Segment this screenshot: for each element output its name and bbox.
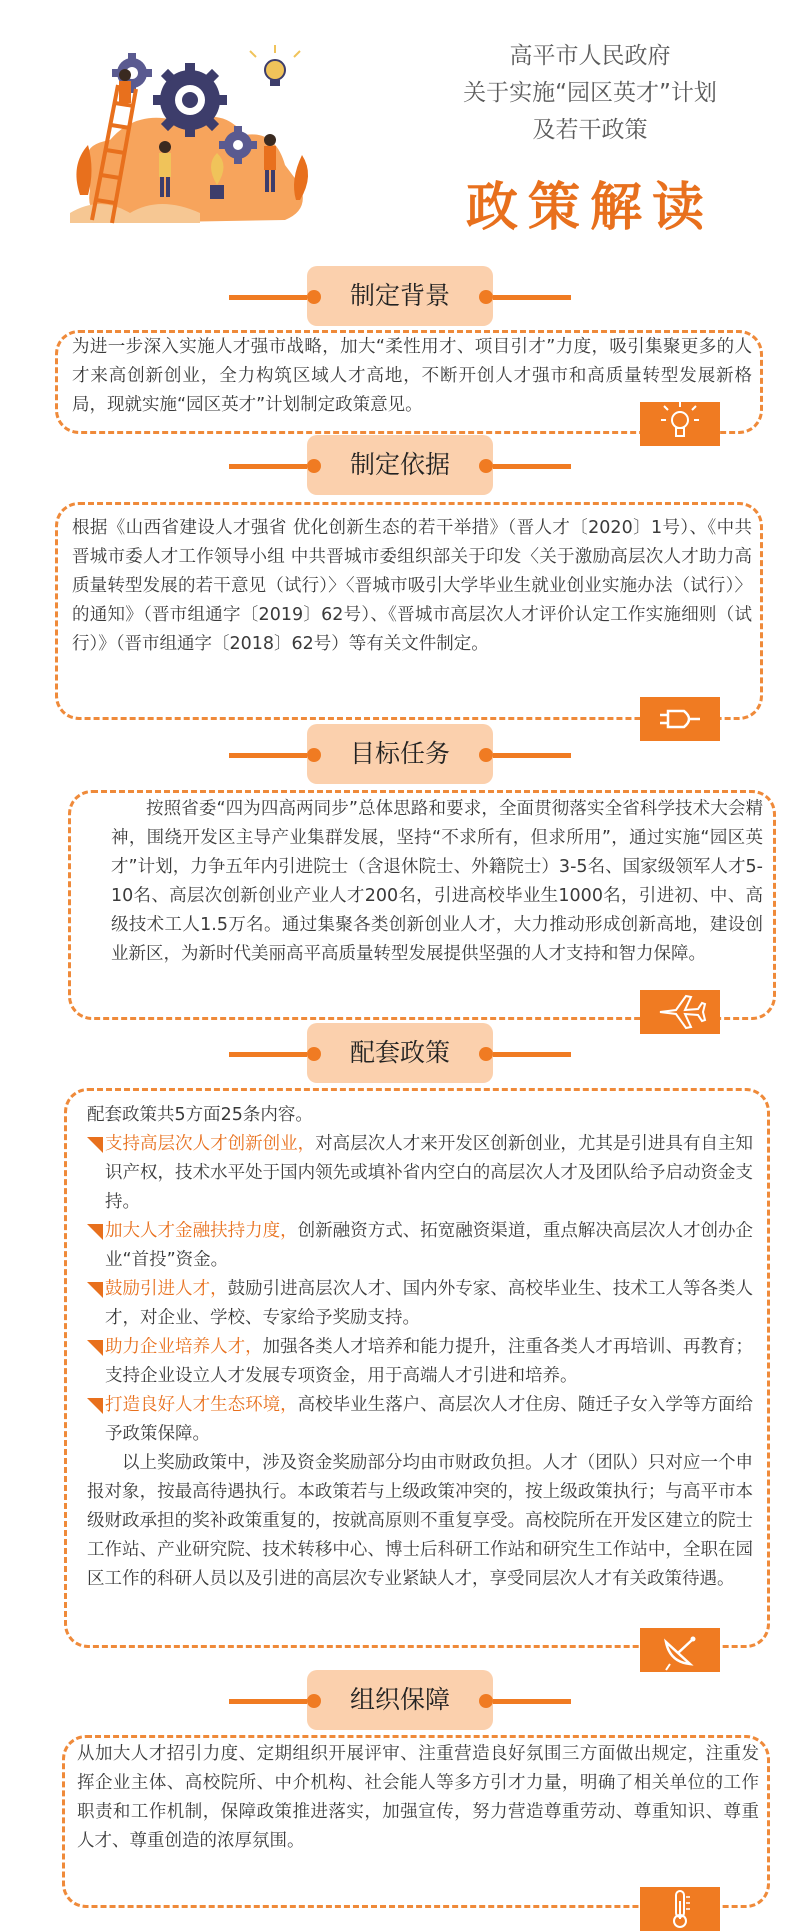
section-title: 组织保障 <box>349 1685 450 1714</box>
section-title: 目标任务 <box>349 739 450 768</box>
government-title <box>400 38 780 149</box>
section-header-goals <box>0 724 800 784</box>
policies-closing: 以上奖励政策中，涉及资金奖励部分均由市财政负担。人才（团队）只对应一个申报对象，按最高待遇执行。本政策若与上级政策冲突的，按上级政策执行；与高平市本级财政承担的奖补政策重复的，按就高原则不重复享受。高校院所在开发区建立的院士工作站、产业研究院、技术转移中心、博士后科研工作站和研究生工作站中，全职在园区工作的科研人员以及引进的高层次专业紧缺人才，享受同层次人才有关政策待遇。 <box>87 1453 753 1589</box>
policy-item-text: 高校毕业生落户、高层次人才住房、随迁子女入学等方面给予政策保障。 <box>105 1395 754 1444</box>
policy-item-5 <box>87 1391 753 1449</box>
guarantee-text: 从加大人才招引力度、定期组织开展评审、注重营造良好氛围三方面做出规定，注重发挥企业主体、高校院所、中介机构、社会能人等多方引才力量，明确了相关单位的工作职责和工作机制，保障政策推进落实，加强宣传，努力营造尊重劳动、尊重知识、尊重人才、尊重创造的浓厚氛围。 <box>77 1744 759 1851</box>
thermometer-icon <box>640 1887 720 1931</box>
policy-item-head: 助力企业培养人才， <box>105 1337 263 1357</box>
triangle-bullet-icon <box>87 1137 103 1153</box>
triangle-bullet-icon <box>87 1340 103 1356</box>
policy-item-head: 支持高层次人才创新创业， <box>105 1134 316 1154</box>
background-text: 为进一步深入实施人才强市战略，加大“柔性用才、项目引才”力度，吸引集聚更多的人才来高创新创业，全力构筑区域人才高地，不断开创人才强市和高质量转型发展新格局，现就实施“园区英才”计划制定政策意见。 <box>72 337 752 415</box>
title-line-1: 高平市人民政府 <box>509 43 671 69</box>
title-line-2: 关于实施“园区英才”计划 <box>463 80 717 106</box>
hero-illustration <box>70 45 320 230</box>
section-header-background <box>0 266 800 326</box>
triangle-bullet-icon <box>87 1398 103 1414</box>
triangle-bullet-icon <box>87 1224 103 1240</box>
section-title: 配套政策 <box>349 1038 450 1067</box>
guarantee-box <box>62 1735 770 1908</box>
policy-item-4 <box>87 1333 753 1391</box>
goals-text: 按照省委“四为四高两同步”总体思路和要求，全面贯彻落实全省科学技术大会精神，围绕开发区主导产业集群发展，坚持“不求所有，但求所用”，通过实施“园区英才”计划，力争五年内引进院士（含退休院士、外籍院士）3-5名、国家级领军人才5-10名、高层次创新创业产业人才200名，引进高校毕业生1000名，引进初、中、高级技术工人1.5万名。通过集聚各类创新创业人才，大力推动形成创新高地，建设创业新区，为新时代美丽高平高质量转型发展提供坚强的人才支持和智力保障。 <box>111 799 763 964</box>
satellite-dish-icon <box>640 1628 720 1672</box>
policy-item-text: 对高层次人才来开发区创新创业，尤其是引进具有自主知识产权，技术水平处于国内领先或填补省内空白的高层次人才及团队给予启动资金支持。 <box>105 1134 754 1212</box>
policy-item-head: 加大人才金融扶持力度， <box>105 1221 298 1241</box>
policy-item-head: 打造良好人才生态环境， <box>105 1395 298 1415</box>
section-title: 制定依据 <box>349 450 450 479</box>
title-line-3: 及若干政策 <box>532 117 648 143</box>
policy-item-text: 加强各类人才培养和能力提升，注重各类人才再培训、再教育；支持企业设立人才发展专项资金，用于高端人才引进和培养。 <box>105 1337 753 1386</box>
section-header-policies <box>0 1023 800 1083</box>
policy-item-2 <box>87 1217 753 1275</box>
basis-text: 根据《山西省建设人才强省 优化创新生态的若干举措》（晋人才〔2020〕1号）、《中共晋城市委人才工作领导小组 中共晋城市委组织部关于印发〈关于激励高层次人才助力高质量转型发展的若干意见（试行）〉〈晋城市吸引大学毕业生就业创业实施办法（试行）〉的通知》（晋市组通字〔2019〕62号）、《晋城市高层次人才评价认定工作实施细则（试行）》（晋市组通字〔2018〕62号）等有关文件制定。 <box>72 518 752 654</box>
policies-box <box>64 1088 770 1648</box>
section-header-basis <box>0 435 800 495</box>
goals-box <box>68 790 776 1020</box>
section-title: 制定背景 <box>349 281 450 310</box>
policy-item-text: 创新融资方式、拓宽融资渠道，重点解决高层次人才创办企业“首投”资金。 <box>105 1221 754 1270</box>
policy-item-3 <box>87 1275 753 1333</box>
policies-intro: 配套政策共5方面25条内容。 <box>87 1105 313 1125</box>
policy-item-1 <box>87 1130 753 1217</box>
basis-box <box>55 502 763 720</box>
main-title: 政策解读 <box>465 178 714 238</box>
triangle-bullet-icon <box>87 1282 103 1298</box>
section-header-guarantee <box>0 1670 800 1730</box>
policy-item-text: 鼓励引进高层次人才、国内外专家、高校毕业生、技术工人等各类人才，对企业、学校、专家给予奖励支持。 <box>105 1279 754 1328</box>
policy-item-head: 鼓励引进人才， <box>105 1279 228 1299</box>
